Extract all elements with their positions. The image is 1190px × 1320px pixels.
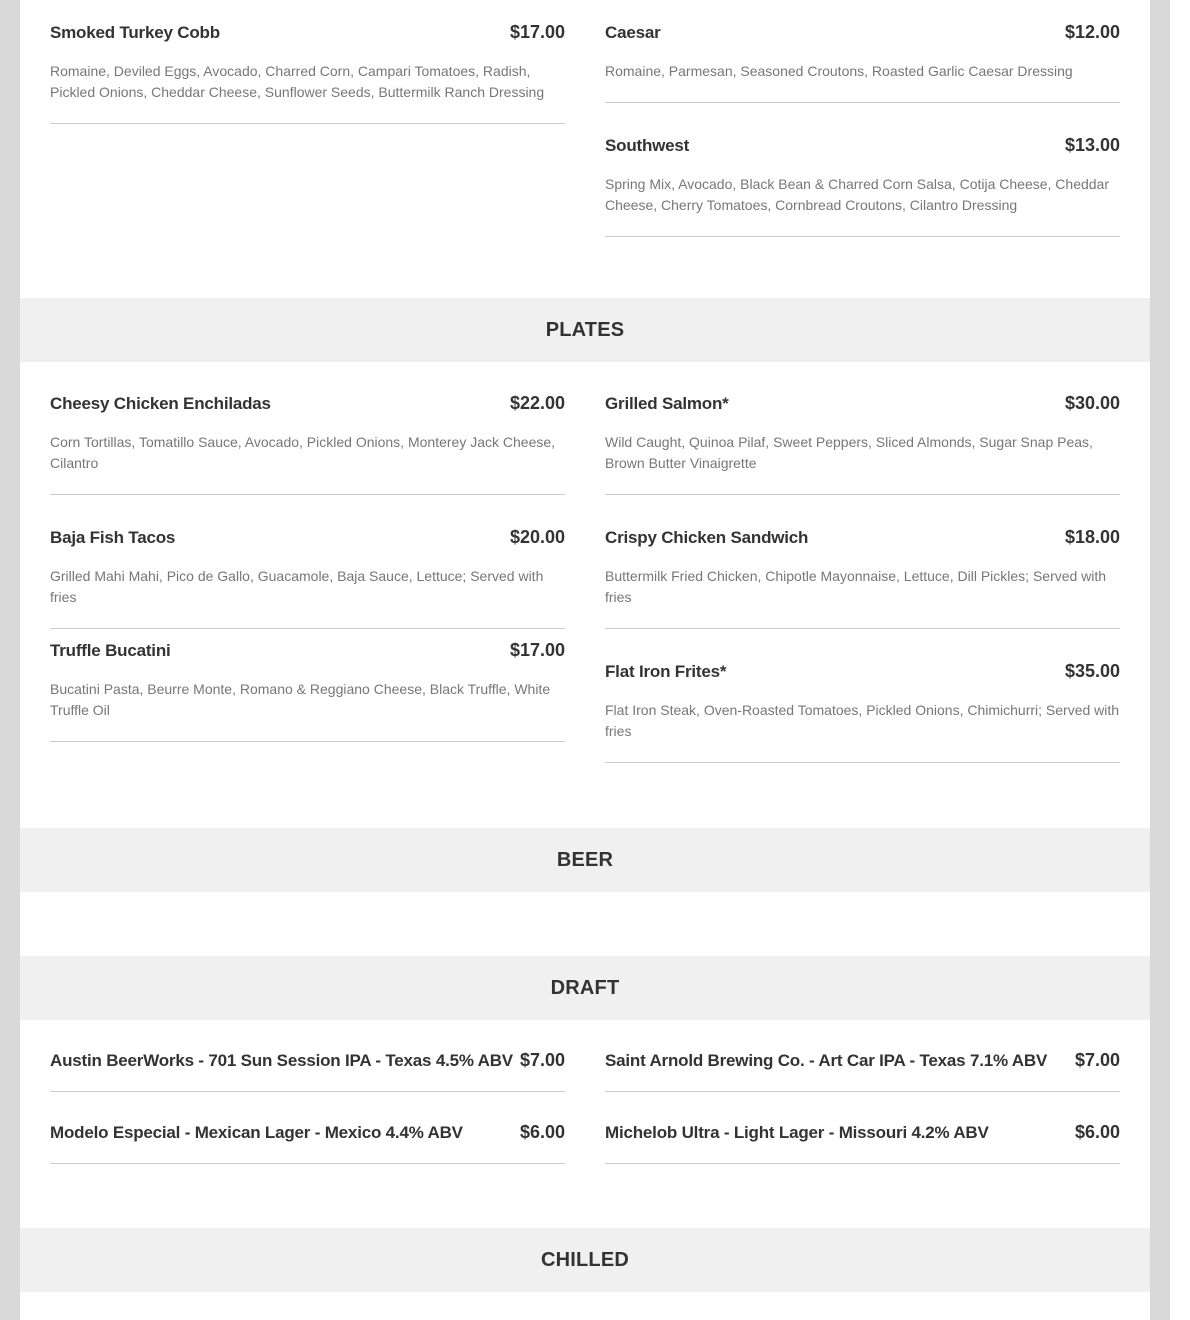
item-divider bbox=[605, 236, 1120, 237]
item-name: Grilled Salmon* bbox=[605, 394, 729, 413]
section-title: CHILLED bbox=[540, 1248, 630, 1271]
menu-item bbox=[605, 1122, 1120, 1164]
section-title: DRAFT bbox=[550, 976, 620, 999]
item-name: Michelob Ultra - Light Lager - Missouri 4.2% ABV bbox=[605, 1123, 989, 1142]
item-price: $17.00 bbox=[509, 640, 565, 660]
item-divider bbox=[605, 1163, 1120, 1164]
menu-item bbox=[605, 22, 1120, 103]
menu-item bbox=[605, 661, 1120, 763]
menu-item bbox=[605, 393, 1120, 495]
item-name: Truffle Bucatini bbox=[50, 641, 171, 660]
item-divider bbox=[50, 1091, 565, 1092]
item-divider bbox=[50, 741, 565, 742]
menu-item bbox=[50, 527, 565, 629]
item-name: Baja Fish Tacos bbox=[50, 528, 176, 547]
item-price: $22.00 bbox=[509, 393, 565, 413]
item-description: Romaine, Parmesan, Seasoned Croutons, Roasted Garlic Caesar Dressing bbox=[605, 63, 1073, 79]
section-title: BEER bbox=[556, 848, 614, 871]
item-price: $6.00 bbox=[1074, 1122, 1120, 1142]
menu-page bbox=[20, 0, 1150, 1320]
section-header-chilled bbox=[20, 1228, 1150, 1292]
item-divider bbox=[605, 762, 1120, 763]
section-header-beer bbox=[20, 828, 1150, 892]
section-title: PLATES bbox=[545, 318, 625, 341]
item-price: $7.00 bbox=[519, 1050, 565, 1070]
menu-item bbox=[50, 640, 565, 742]
item-price: $6.00 bbox=[519, 1122, 565, 1142]
item-description: Corn Tortillas, Tomatillo Sauce, Avocado, Pickled Onions, Monterey Jack Cheese, Cilantro bbox=[50, 434, 556, 471]
menu-item bbox=[50, 393, 565, 495]
item-name: Flat Iron Frites* bbox=[605, 662, 727, 681]
menu-item bbox=[605, 135, 1120, 237]
item-name: Caesar bbox=[605, 23, 661, 42]
scrollbar-track[interactable] bbox=[1170, 0, 1190, 1320]
item-description: Buttermilk Fried Chicken, Chipotle Mayonnaise, Lettuce, Dill Pickles; Served with fries bbox=[605, 568, 1107, 605]
item-name: Modelo Especial - Mexican Lager - Mexico 4.4% ABV bbox=[50, 1123, 463, 1142]
menu-item bbox=[50, 1050, 565, 1092]
item-description: Grilled Mahi Mahi, Pico de Gallo, Guacamole, Baja Sauce, Lettuce; Served with fries bbox=[50, 568, 544, 605]
item-divider bbox=[605, 1091, 1120, 1092]
item-price: $35.00 bbox=[1064, 661, 1120, 681]
item-name: Crispy Chicken Sandwich bbox=[605, 528, 809, 547]
item-price: $18.00 bbox=[1064, 527, 1120, 547]
item-divider bbox=[605, 102, 1120, 103]
item-description: Wild Caught, Quinoa Pilaf, Sweet Peppers, Sliced Almonds, Sugar Snap Peas, Brown Butter Vinaigrette bbox=[605, 434, 1093, 471]
item-description: Bucatini Pasta, Beurre Monte, Romano & Reggiano Cheese, Black Truffle, White Truffle Oil bbox=[50, 681, 551, 718]
section-header-draft bbox=[20, 956, 1150, 1020]
menu-item bbox=[50, 22, 565, 124]
item-name: Cheesy Chicken Enchiladas bbox=[50, 394, 271, 413]
item-divider bbox=[50, 123, 565, 124]
menu-item bbox=[50, 1122, 565, 1164]
section-header-plates bbox=[20, 298, 1150, 362]
item-divider bbox=[605, 494, 1120, 495]
menu-item bbox=[605, 1050, 1120, 1092]
item-name: Saint Arnold Brewing Co. - Art Car IPA - Texas 7.1% ABV bbox=[605, 1051, 1048, 1070]
item-name: Southwest bbox=[605, 136, 690, 155]
item-price: $30.00 bbox=[1064, 393, 1120, 413]
item-price: $13.00 bbox=[1064, 135, 1120, 155]
item-divider bbox=[50, 628, 565, 629]
item-divider bbox=[50, 494, 565, 495]
item-price: $17.00 bbox=[509, 22, 565, 42]
item-price: $12.00 bbox=[1064, 22, 1120, 42]
item-name: Austin BeerWorks - 701 Sun Session IPA - Texas 4.5% ABV bbox=[50, 1051, 513, 1070]
item-divider bbox=[50, 1163, 565, 1164]
item-description: Spring Mix, Avocado, Black Bean & Charred Corn Salsa, Cotija Cheese, Cheddar Cheese, Cherry Tomatoes, Cornbread Croutons, Cilantro Dressing bbox=[605, 176, 1110, 213]
item-description: Flat Iron Steak, Oven-Roasted Tomatoes, Pickled Onions, Chimichurri; Served with fries bbox=[605, 702, 1120, 739]
item-name: Smoked Turkey Cobb bbox=[50, 23, 220, 42]
item-description: Romaine, Deviled Eggs, Avocado, Charred Corn, Campari Tomatoes, Radish, Pickled Onions, Cheddar Cheese, Sunflower Seeds, Buttermilk Ranch Dressing bbox=[50, 63, 545, 100]
item-divider bbox=[605, 628, 1120, 629]
menu-item bbox=[605, 527, 1120, 629]
item-price: $20.00 bbox=[509, 527, 565, 547]
item-price: $7.00 bbox=[1074, 1050, 1120, 1070]
